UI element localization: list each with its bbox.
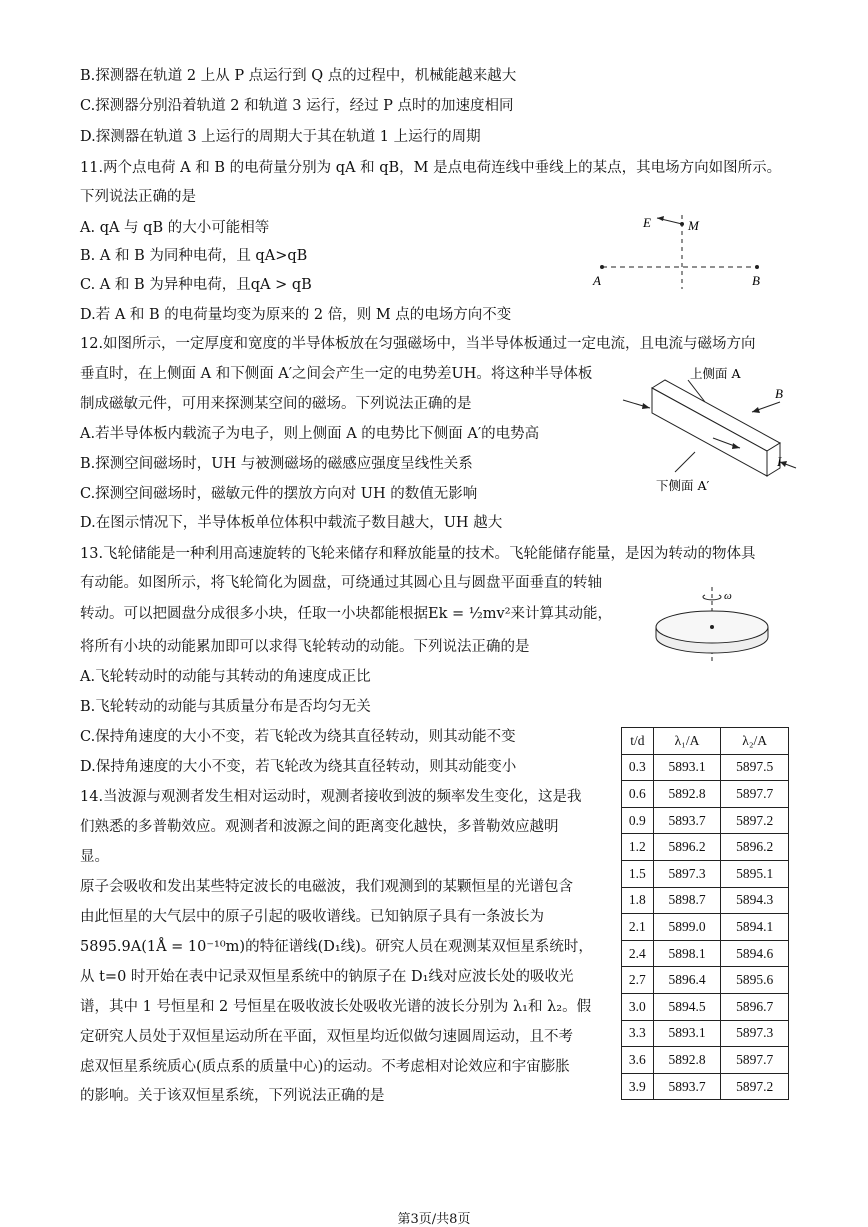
cell-t: 1.5 (622, 860, 654, 887)
cell-lambda2: 5897.2 (721, 1073, 789, 1100)
cell-lambda2: 5897.7 (721, 1047, 789, 1074)
table-row (622, 1047, 789, 1074)
cell-lambda2: 5895.1 (721, 860, 789, 887)
cell-lambda2: 5895.6 (721, 967, 789, 994)
cell-lambda1: 5896.4 (653, 967, 721, 994)
q14-line10: 虑双恒星系统质心(质点系的质量中心)的运动。不考虑相对论效应和宇宙膨胀 (80, 1059, 570, 1075)
table-row (622, 940, 789, 967)
cell-lambda2: 5894.3 (721, 887, 789, 914)
cell-lambda1: 5893.7 (653, 1073, 721, 1100)
q13-option-d: D.保持角速度的大小不变，若飞轮改为绕其直径转动，则其动能变小 (80, 759, 517, 775)
table-row (622, 993, 789, 1020)
q14-line7: 从 t=0 时开始在表中记录双恒星系统中的钠原子在 D₁线对应波长处的吸收光 (80, 969, 574, 985)
header-t: t/d (622, 728, 654, 755)
cell-lambda1: 5894.5 (653, 993, 721, 1020)
cell-lambda1: 5893.7 (653, 807, 721, 834)
q10-option-d: D.探测器在轨道 3 上运行的周期大于其在轨道 1 上运行的周期 (80, 129, 481, 145)
cell-lambda1: 5896.2 (653, 834, 721, 861)
q11-stem-line1: 11.两个点电荷 A 和 B 的电荷量分别为 qA 和 qB，M 是点电荷连线中垂线上的某点，其电场方向如图所示。 (80, 160, 782, 176)
label-e: E (643, 215, 651, 230)
q11-option-c: C. A 和 B 为异种电荷，且qA > qB (80, 277, 312, 293)
cell-lambda1: 5898.1 (653, 940, 721, 967)
cell-lambda2: 5897.3 (721, 1020, 789, 1047)
q10-option-b: B.探测器在轨道 2 上从 P 点运行到 Q 点的过程中，机械能越来越大 (80, 68, 517, 84)
q14-line3: 显。 (80, 849, 109, 865)
label-a: A (593, 273, 601, 288)
table-row (622, 834, 789, 861)
page-footer: 第3页/共8页 (397, 1212, 471, 1227)
q13-stem-line4: 将所有小块的动能累加即可以求得飞轮转动的动能。下列说法正确的是 (80, 639, 530, 655)
cell-t: 2.1 (622, 914, 654, 941)
cell-lambda2: 5896.7 (721, 993, 789, 1020)
q12-option-b: B.探测空间磁场时，UH 与被测磁场的磁感应强度呈线性关系 (80, 456, 473, 472)
table-row (622, 1073, 789, 1100)
spectrum-table (621, 727, 789, 1100)
q13-stem-line2: 有动能。如图所示，将飞轮简化为圆盘，可绕通过其圆心且与圆盘平面垂直的转轴 (80, 575, 602, 591)
cell-lambda2: 5894.1 (721, 914, 789, 941)
table-row (622, 860, 789, 887)
cell-t: 1.8 (622, 887, 654, 914)
q10-option-c: C.探测器分别沿着轨道 2 和轨道 3 运行，经过 P 点时的加速度相同 (80, 98, 514, 114)
table-row (622, 781, 789, 808)
field-arrowhead-icon (657, 216, 664, 221)
label-b: B (752, 273, 760, 288)
q11-option-d: D.若 A 和 B 的电荷量均变为原来的 2 倍，则 M 点的电场方向不变 (80, 307, 512, 323)
bottom-face-pointer (675, 452, 695, 472)
q13-option-a: A.飞轮转动时的动能与其转动的角速度成正比 (80, 669, 371, 685)
cell-lambda1: 5892.8 (653, 1047, 721, 1074)
label-m: M (688, 218, 699, 233)
q14-line4: 原子会吸收和发出某些特定波长的电磁波，我们观测到的某颗恒星的光谱包含 (80, 879, 573, 895)
cell-lambda2: 5897.7 (721, 781, 789, 808)
q11-option-b: B. A 和 B 为同种电荷，且 qA>qB (80, 248, 308, 264)
q14-line9: 定研究人员处于双恒星运动所在平面，双恒星均近似做匀速圆周运动，且不考 (80, 1029, 573, 1045)
cell-t: 1.2 (622, 834, 654, 861)
cell-lambda1: 5893.1 (653, 1020, 721, 1047)
label-top-face: 上侧面 A (690, 366, 741, 381)
label-current: I (777, 454, 782, 469)
b-arrowhead-2-icon (752, 407, 760, 413)
cell-t: 2.7 (622, 967, 654, 994)
q12-option-d: D.在图示情况下，半导体板单位体积中载流子数目越大，UH 越大 (80, 515, 503, 531)
cell-t: 3.3 (622, 1020, 654, 1047)
cell-t: 3.6 (622, 1047, 654, 1074)
q13-stem-line1: 13.飞轮储能是一种利用高速旋转的飞轮来储存和释放能量的技术。飞轮能储存能量，是因为转动的物体具 (80, 546, 756, 562)
cell-lambda2: 5897.2 (721, 807, 789, 834)
cell-lambda1: 5898.7 (653, 887, 721, 914)
table-row (622, 754, 789, 781)
charge-b-point (755, 265, 759, 269)
q14-line2: 们熟悉的多普勒效应。观测者和波源之间的距离变化越快，多普勒效应越明 (80, 819, 559, 835)
q12-semiconductor-figure (620, 360, 800, 500)
q12-option-a: A.若半导体板内载流子为电子，则上侧面 A 的电势比下侧面 A′的电势高 (80, 426, 540, 442)
q13-stem-line3: 转动。可以把圆盘分成很多小块，任取一小块都能根据Ek = ½mv²来计算其动能， (80, 606, 613, 622)
q11-charge-figure (585, 205, 775, 295)
q14-line11: 的影响。关于该双恒星系统，下列说法正确的是 (80, 1088, 385, 1104)
header-lambda2: λ₂/A (721, 728, 789, 755)
cell-t: 0.9 (622, 807, 654, 834)
q14-line6: 5895.9A(1Å = 10⁻¹⁰m)的特征谱线(D₁线)。研究人员在观测某双恒星系统时， (80, 939, 593, 955)
cell-lambda1: 5899.0 (653, 914, 721, 941)
table-row (622, 887, 789, 914)
q12-stem-line1: 12.如图所示，一定厚度和宽度的半导体板放在匀强磁场中，当半导体板通过一定电流，且电流与磁场方向 (80, 336, 756, 352)
charge-a-point (600, 265, 604, 269)
cell-lambda1: 5892.8 (653, 781, 721, 808)
disk-center (710, 625, 714, 629)
q12-option-c: C.探测空间磁场时，磁敏元件的摆放方向对 UH 的数值无影响 (80, 486, 478, 502)
q11-stem-line2: 下列说法正确的是 (80, 189, 196, 205)
table-row (622, 967, 789, 994)
q13-flywheel-figure (650, 585, 775, 665)
cell-lambda2: 5894.6 (721, 940, 789, 967)
label-bottom-face: 下侧面 A′ (656, 478, 710, 493)
table-row (622, 914, 789, 941)
table-row (622, 1020, 789, 1047)
q11-option-a: A. qA 与 qB 的大小可能相等 (80, 220, 270, 236)
q14-line5: 由此恒星的大气层中的原子引起的吸收谱线。已知钠原子具有一条波长为 (80, 909, 544, 925)
cell-t: 3.0 (622, 993, 654, 1020)
cell-t: 0.3 (622, 754, 654, 781)
label-omega: ω (724, 590, 732, 602)
header-lambda1: λ₁/A (653, 728, 721, 755)
b-arrowhead-icon (642, 403, 650, 409)
q12-stem-line2: 垂直时，在上侧面 A 和下侧面 A′之间会产生一定的电势差UH。将这种半导体板 (80, 366, 593, 382)
q12-stem-line3: 制成磁敏元件，可用来探测某空间的磁场。下列说法正确的是 (80, 396, 472, 412)
cell-lambda2: 5896.2 (721, 834, 789, 861)
q13-option-c: C.保持角速度的大小不变，若飞轮改为绕其直径转动，则其动能不变 (80, 729, 516, 745)
table-header-row (622, 728, 789, 755)
cell-lambda1: 5897.3 (653, 860, 721, 887)
cell-t: 2.4 (622, 940, 654, 967)
label-b-field: B (775, 386, 783, 401)
table-row (622, 807, 789, 834)
cell-t: 3.9 (622, 1073, 654, 1100)
cell-t: 0.6 (622, 781, 654, 808)
q14-line1: 14.当波源与观测者发生相对运动时，观测者接收到波的频率发生变化，这是我 (80, 789, 582, 805)
cell-lambda1: 5893.1 (653, 754, 721, 781)
q13-option-b: B.飞轮转动的动能与其质量分布是否均匀无关 (80, 699, 371, 715)
q14-line8: 谱，其中 1 号恒星和 2 号恒星在吸收波长处吸收光谱的波长分别为 λ₁和 λ₂。假 (80, 999, 592, 1015)
cell-lambda2: 5897.5 (721, 754, 789, 781)
